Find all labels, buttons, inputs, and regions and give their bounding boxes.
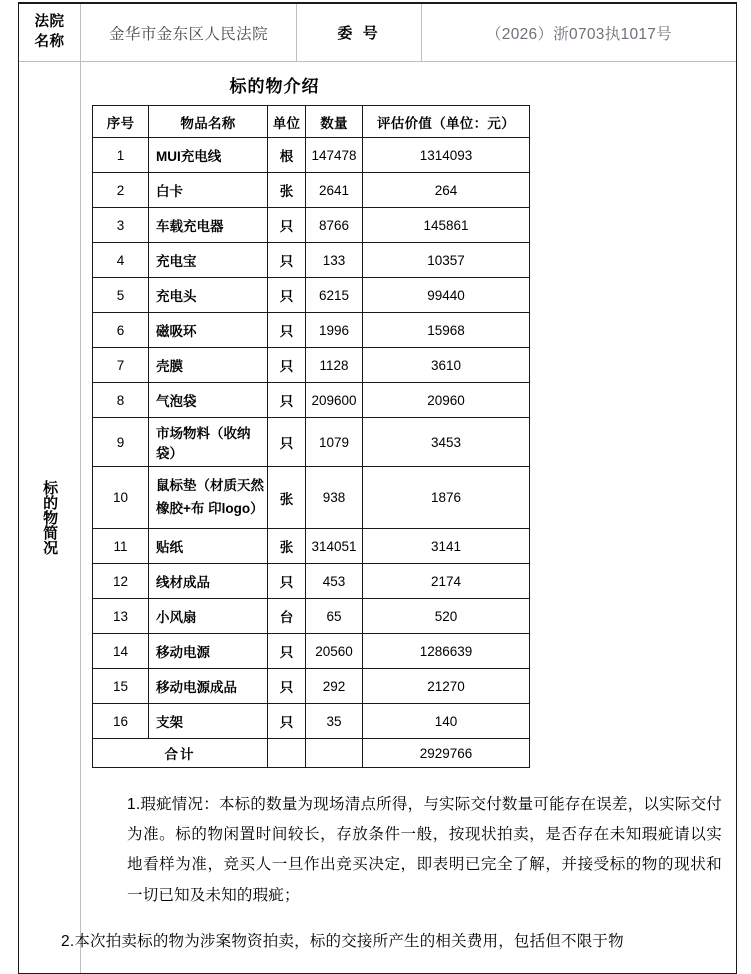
table-row bbox=[93, 704, 530, 739]
cell-item-name: 充电头 bbox=[149, 278, 268, 313]
cell-appraised-value: 3610 bbox=[363, 348, 530, 383]
total-label: 合计 bbox=[93, 739, 268, 768]
cell-index: 16 bbox=[93, 704, 149, 739]
cell-item-name: 移动电源 bbox=[149, 634, 268, 669]
cell-appraised-value: 520 bbox=[363, 599, 530, 634]
cell-item-name: 移动电源成品 bbox=[149, 669, 268, 704]
cell-unit: 只 bbox=[268, 313, 306, 348]
document-outer-frame bbox=[18, 2, 737, 974]
cell-index: 14 bbox=[93, 634, 149, 669]
court-name-label-line1: 法院 bbox=[34, 13, 65, 30]
document-body-row bbox=[19, 62, 736, 973]
table-row bbox=[93, 634, 530, 669]
cell-unit: 根 bbox=[268, 138, 306, 173]
cell-index: 11 bbox=[93, 529, 149, 564]
cell-quantity: 1128 bbox=[306, 348, 363, 383]
cell-item-name: 支架 bbox=[149, 704, 268, 739]
cell-quantity: 20560 bbox=[306, 634, 363, 669]
cell-quantity: 8766 bbox=[306, 208, 363, 243]
cell-unit: 只 bbox=[268, 208, 306, 243]
cell-appraised-value: 1876 bbox=[363, 467, 530, 529]
cell-index: 6 bbox=[93, 313, 149, 348]
cell-quantity: 65 bbox=[306, 599, 363, 634]
table-row bbox=[93, 669, 530, 704]
cell-item-name: 线材成品 bbox=[149, 564, 268, 599]
cell-quantity: 2641 bbox=[306, 173, 363, 208]
cell-appraised-value: 2174 bbox=[363, 564, 530, 599]
cell-item-name: 贴纸 bbox=[149, 529, 268, 564]
cell-quantity: 35 bbox=[306, 704, 363, 739]
table-row bbox=[93, 418, 530, 467]
cell-index: 15 bbox=[93, 669, 149, 704]
cell-unit: 只 bbox=[268, 634, 306, 669]
column-header-index: 序号 bbox=[93, 106, 149, 138]
cell-appraised-value: 264 bbox=[363, 173, 530, 208]
cell-unit: 只 bbox=[268, 243, 306, 278]
cell-index: 12 bbox=[93, 564, 149, 599]
cell-appraised-value: 21270 bbox=[363, 669, 530, 704]
cell-quantity: 6215 bbox=[306, 278, 363, 313]
court-name-value: 金华市金东区人民法院 bbox=[81, 4, 297, 61]
cell-item-name: MUI充电线 bbox=[149, 138, 268, 173]
cell-quantity: 133 bbox=[306, 243, 363, 278]
goods-table-header-row bbox=[93, 106, 530, 138]
table-row bbox=[93, 208, 530, 243]
table-row bbox=[93, 529, 530, 564]
table-row bbox=[93, 383, 530, 418]
table-row bbox=[93, 599, 530, 634]
case-number-value: （2026）浙0703执1017号 bbox=[485, 25, 673, 43]
cell-item-name: 壳膜 bbox=[149, 348, 268, 383]
table-row bbox=[93, 173, 530, 208]
cell-index: 7 bbox=[93, 348, 149, 383]
cell-index: 4 bbox=[93, 243, 149, 278]
cell-appraised-value: 15968 bbox=[363, 313, 530, 348]
cell-quantity: 1079 bbox=[306, 418, 363, 467]
cell-quantity: 938 bbox=[306, 467, 363, 529]
goods-table-wrapper bbox=[81, 105, 736, 768]
cell-appraised-value: 20960 bbox=[363, 383, 530, 418]
cell-index: 5 bbox=[93, 278, 149, 313]
cell-appraised-value: 140 bbox=[363, 704, 530, 739]
cell-unit: 只 bbox=[268, 669, 306, 704]
court-name-label bbox=[19, 4, 81, 61]
case-number-label: 委 号 bbox=[297, 4, 422, 61]
document-header-row bbox=[19, 4, 736, 62]
cell-unit: 只 bbox=[268, 383, 306, 418]
page-title: 标的物介绍 bbox=[229, 77, 320, 96]
cell-unit: 只 bbox=[268, 418, 306, 467]
cell-item-name: 市场物料（收纳袋） bbox=[149, 418, 268, 467]
total-quantity bbox=[306, 739, 363, 768]
cell-unit: 只 bbox=[268, 278, 306, 313]
table-row bbox=[93, 467, 530, 529]
cell-appraised-value: 145861 bbox=[363, 208, 530, 243]
cell-unit: 只 bbox=[268, 348, 306, 383]
goods-table-total-row bbox=[93, 739, 530, 768]
table-row bbox=[93, 278, 530, 313]
column-header-unit: 单位 bbox=[268, 106, 306, 138]
goods-table-body bbox=[93, 138, 530, 739]
cell-appraised-value: 1286639 bbox=[363, 634, 530, 669]
table-row bbox=[93, 348, 530, 383]
cell-quantity: 147478 bbox=[306, 138, 363, 173]
cell-index: 8 bbox=[93, 383, 149, 418]
cell-index: 13 bbox=[93, 599, 149, 634]
note-paragraph-2: 2.本次拍卖标的物为涉案物资拍卖，标的交接所产生的相关费用，包括但不限于物 bbox=[61, 932, 624, 950]
cell-item-name: 白卡 bbox=[149, 173, 268, 208]
subject-overview-label-cell bbox=[19, 62, 81, 973]
goods-table-foot bbox=[93, 739, 530, 768]
cell-item-name: 鼠标垫（材质天然橡胶+布 印logo） bbox=[149, 467, 268, 529]
cell-unit: 只 bbox=[268, 704, 306, 739]
column-header-item-name: 物品名称 bbox=[149, 106, 268, 138]
total-unit bbox=[268, 739, 306, 768]
cell-quantity: 453 bbox=[306, 564, 363, 599]
cell-appraised-value: 10357 bbox=[363, 243, 530, 278]
cell-unit: 张 bbox=[268, 173, 306, 208]
cell-appraised-value: 99440 bbox=[363, 278, 530, 313]
cell-unit: 张 bbox=[268, 529, 306, 564]
document-content bbox=[61, 62, 736, 973]
note-paragraph-1: 1.瑕疵情况：本标的数量为现场清点所得，与实际交付数量可能存在误差，以实际交付为准。标的物闲置时间较长，存放条件一般，按现状拍卖，是否存在未知瑕疵请以实地看样为准，竞买人一旦作出竞买决定，即表明已完全了解，并接受标的物的现状和一切已知及未知的瑕疵； bbox=[127, 796, 722, 904]
cell-appraised-value: 1314093 bbox=[363, 138, 530, 173]
cell-item-name: 充电宝 bbox=[149, 243, 268, 278]
court-name-label-line2: 名称 bbox=[34, 33, 65, 50]
column-header-quantity: 数量 bbox=[306, 106, 363, 138]
subject-overview-label: 标的物简况 bbox=[41, 480, 59, 556]
goods-table bbox=[92, 105, 530, 768]
cell-unit: 张 bbox=[268, 467, 306, 529]
total-value: 2929766 bbox=[363, 739, 530, 768]
cell-unit: 只 bbox=[268, 564, 306, 599]
cell-quantity: 314051 bbox=[306, 529, 363, 564]
cell-quantity: 209600 bbox=[306, 383, 363, 418]
column-header-appraised-value: 评估价值（单位：元） bbox=[363, 106, 530, 138]
cell-index: 2 bbox=[93, 173, 149, 208]
cell-appraised-value: 3453 bbox=[363, 418, 530, 467]
cell-item-name: 气泡袋 bbox=[149, 383, 268, 418]
table-row bbox=[93, 564, 530, 599]
goods-table-head bbox=[93, 106, 530, 138]
cell-item-name: 小风扇 bbox=[149, 599, 268, 634]
cell-index: 3 bbox=[93, 208, 149, 243]
cell-appraised-value: 3141 bbox=[363, 529, 530, 564]
table-row bbox=[93, 138, 530, 173]
cell-unit: 台 bbox=[268, 599, 306, 634]
table-row bbox=[93, 313, 530, 348]
cell-quantity: 292 bbox=[306, 669, 363, 704]
cell-item-name: 磁吸环 bbox=[149, 313, 268, 348]
cell-index: 9 bbox=[93, 418, 149, 467]
notes-section bbox=[61, 768, 736, 957]
cell-quantity: 1996 bbox=[306, 313, 363, 348]
table-row bbox=[93, 243, 530, 278]
cell-index: 10 bbox=[93, 467, 149, 529]
cell-item-name: 车载充电器 bbox=[149, 208, 268, 243]
cell-index: 1 bbox=[93, 138, 149, 173]
